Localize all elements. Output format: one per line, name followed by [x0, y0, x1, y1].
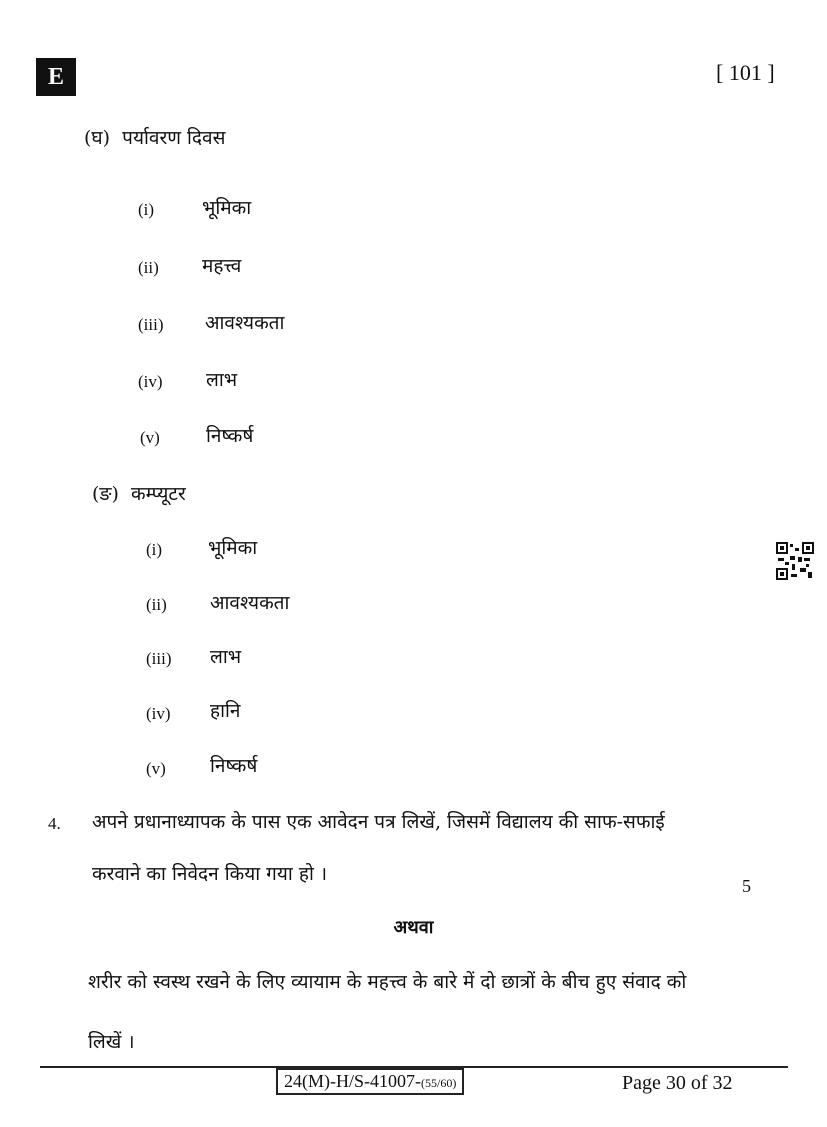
- list-item: लाभ: [210, 646, 242, 668]
- list-item: भूमिका: [208, 537, 258, 559]
- paper-code: [276, 1068, 464, 1095]
- list-item: महत्त्व: [202, 255, 242, 277]
- list-item: निष्कर्ष: [210, 755, 258, 777]
- section-gha-label: (घ): [84, 127, 111, 149]
- list-item-number: (ii): [146, 595, 167, 614]
- list-item: हानि: [210, 700, 241, 722]
- list-item: भूमिका: [202, 197, 252, 219]
- section-gha-heading: [84, 124, 225, 150]
- or-label: अथवा: [393, 917, 434, 938]
- qr-code-icon: [776, 542, 814, 580]
- alt-question-line2: लिखें ।: [88, 1031, 135, 1053]
- question-number: 4.: [48, 814, 61, 833]
- list-item-number: (v): [140, 428, 160, 447]
- list-item: आवश्यकता: [210, 592, 290, 614]
- list-item-number: (i): [138, 200, 155, 219]
- alt-question-line1: शरीर को स्वस्थ रखने के लिए व्यायाम के महत्त्व के बारे में दो छात्रों के बीच हुए संवाद को: [88, 971, 687, 993]
- list-item-number: (v): [146, 759, 166, 778]
- section-nga-title: कम्प्यूटर: [131, 483, 186, 505]
- question-text-line1: अपने प्रधानाध्यापक के पास एक आवेदन पत्र लिखें, जिसमें विद्यालय की साफ-सफाई: [92, 811, 665, 833]
- list-item-number: (iv): [146, 704, 171, 723]
- page-code: [ 101 ]: [716, 60, 775, 85]
- list-item-number: (ii): [138, 258, 159, 277]
- list-item-number: (iii): [146, 649, 172, 668]
- list-item-number: (i): [146, 540, 163, 559]
- page-number: Page 30 of 32: [622, 1072, 733, 1094]
- section-gha-title: पर्यावरण दिवस: [122, 127, 226, 149]
- section-nga-label: (ङ): [92, 483, 119, 505]
- set-badge: E: [36, 58, 76, 96]
- list-item-number: (iii): [138, 315, 164, 334]
- list-item-number: (iv): [138, 372, 163, 391]
- paper-code-suffix: (55/60): [421, 1076, 457, 1090]
- list-item: निष्कर्ष: [206, 425, 254, 447]
- question-marks: 5: [742, 876, 751, 896]
- list-item: आवश्यकता: [205, 312, 285, 334]
- list-item: लाभ: [206, 369, 238, 391]
- paper-code-main: 24(M)-H/S-41007-: [284, 1071, 421, 1091]
- question-text-line2: करवाने का निवेदन किया गया हो ।: [92, 863, 328, 885]
- section-nga-heading: [92, 480, 186, 506]
